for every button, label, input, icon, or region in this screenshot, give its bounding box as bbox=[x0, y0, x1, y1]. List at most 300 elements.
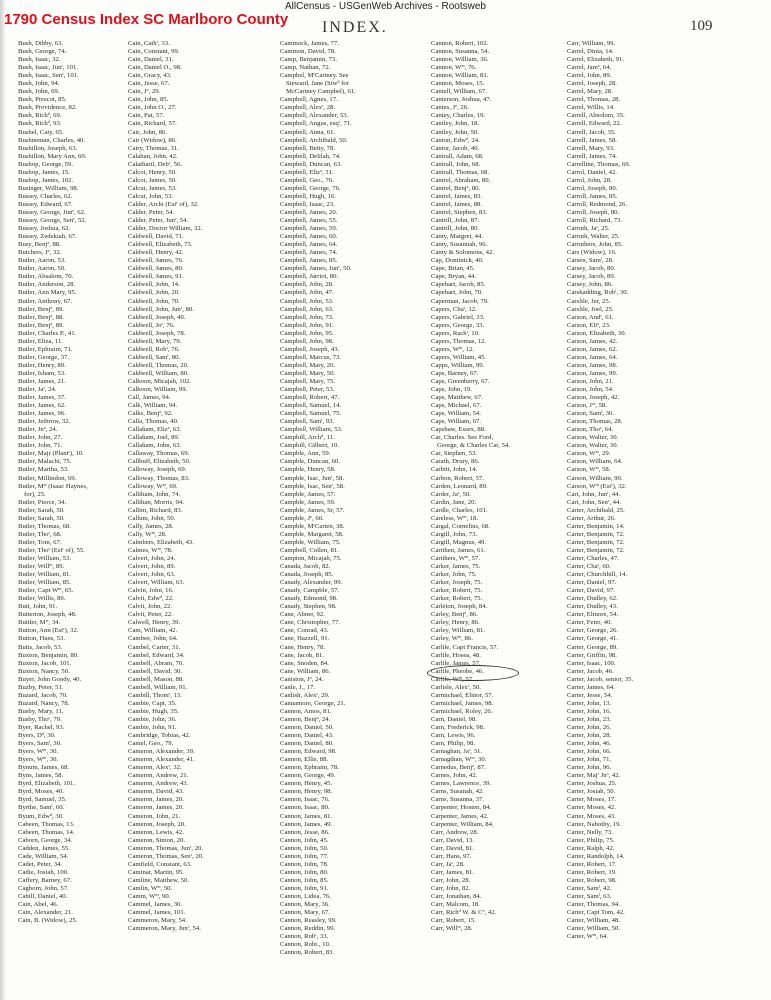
index-entry: Carr, Jaˢ, 28. bbox=[431, 860, 465, 868]
index-entry: Busby, Thoˢ, 79. bbox=[18, 715, 62, 723]
index-entry: Carley, Henry, 86. bbox=[431, 619, 480, 627]
index-entry: Capers, Chaˢ, 12. bbox=[431, 305, 477, 313]
index-entry: Carithen, James, 61. bbox=[431, 546, 486, 554]
index-entry: Cameron, Alexʳ, 32. bbox=[128, 764, 182, 772]
index-entry: Carter, John, 66. bbox=[567, 748, 612, 756]
index-entry: Bushillon, Joseph, 63. bbox=[18, 144, 78, 152]
index-entry: Bynum, James, 68. bbox=[18, 764, 70, 772]
index-entry: Buzby, Peter, 51. bbox=[18, 683, 64, 691]
index-entry: Carroll, Redmond, 26. bbox=[567, 200, 627, 208]
index-entry: Cantrel, James, 83. bbox=[431, 192, 483, 200]
index-entry: Carroll, James, 85. bbox=[567, 192, 618, 200]
index-entry: Cart, John, Senʳ, 44. bbox=[567, 498, 622, 506]
index-entry: Cannon, John, 85. bbox=[280, 876, 329, 884]
index-entry: Button, Hans, 53. bbox=[18, 635, 65, 643]
index-entry: Buxton, Nancy, 50. bbox=[18, 667, 70, 675]
index-entry: Cammeron, Mary, 54. bbox=[128, 917, 187, 925]
index-entry: Cameron, Simon, 20. bbox=[128, 836, 186, 844]
index-entry: Campbell, James, 59. bbox=[280, 225, 338, 233]
index-entry: Campbell, Isaac, 23. bbox=[280, 200, 335, 208]
index-entry: Carker, Joseph, 75. bbox=[431, 579, 483, 587]
index-entry: Cain, Alexander, 21. bbox=[18, 909, 73, 917]
index-entry: Caldwell, John, 70. bbox=[128, 297, 180, 305]
index-entry: Butler, Absalom, 70. bbox=[18, 273, 74, 281]
index-entry: Campbell, Robert, 47. bbox=[280, 394, 340, 402]
index-entry: Cambel, Edward, 34. bbox=[128, 651, 185, 659]
index-entry: Carter, Jesse, 54. bbox=[567, 691, 613, 699]
index-entry: Cain, Jesse, 67. bbox=[128, 80, 170, 88]
index-entry: Cahill, Daniel, 40. bbox=[18, 892, 68, 900]
index-entry: Campbell, Mary, 20. bbox=[280, 361, 336, 369]
index-entry: Bush, John, 94. bbox=[18, 80, 60, 88]
index-entry: Carr, John, 82. bbox=[431, 884, 471, 892]
index-entry: Cannon, Reddin, 99. bbox=[280, 925, 336, 933]
index-entry: Carden, Leonard, 89. bbox=[431, 482, 488, 490]
index-entry: Cannon, Isaac, 80. bbox=[280, 804, 330, 812]
index-entry: Carpenter, Hosten, 84. bbox=[431, 804, 492, 812]
index-entry: Car, Stephen, 53. bbox=[431, 450, 477, 458]
index-entry: Carrell, Mary, 93. bbox=[567, 144, 615, 152]
page-title: 1790 Census Index SC Marlboro County bbox=[4, 11, 289, 28]
index-entry: Butler, Sarah, 50. bbox=[18, 506, 65, 514]
index-entry: Butler, Sarah, 50. bbox=[18, 514, 65, 522]
index-entry: Campble, Henry, 58. bbox=[280, 466, 336, 474]
index-entry: Butler, Mˢˢ (Isaac Haynes, bbox=[18, 482, 88, 490]
index-entry: Cameron, Alexander, 39. bbox=[128, 748, 195, 756]
index-entry: Bush, Providence, 82. bbox=[18, 104, 77, 112]
index-entry: Canady, Stephen, 98. bbox=[280, 603, 337, 611]
index-entry: Caps, Greenberry, 67. bbox=[431, 377, 490, 385]
index-entry: Campbell, John, 98. bbox=[280, 337, 334, 345]
index-entry: Calloway, Wᵐ, 69. bbox=[128, 482, 178, 490]
index-entry: Cambell, Mason, 88. bbox=[128, 675, 184, 683]
index-entry: Cape, Brian, 45. bbox=[431, 265, 475, 273]
index-entry: Cannon, James, 81. bbox=[280, 812, 333, 820]
index-entry: Cain, Richard, 57. bbox=[128, 120, 177, 128]
index-entry: Cane, Hazzell, 91. bbox=[280, 635, 330, 643]
index-entry: Carter, Dudley, 62. bbox=[567, 595, 618, 603]
index-entry: Calhoon, Micajah, 102. bbox=[128, 377, 191, 385]
index-entry: Cannon, Moses, 15. bbox=[431, 80, 485, 88]
index-column-5 bbox=[567, 40, 671, 995]
index-entry: Camline, Matthew, 50. bbox=[128, 876, 190, 884]
index-entry: Campble, James, 57. bbox=[280, 490, 336, 498]
index-entry: Cammon, David, 78. bbox=[280, 48, 336, 56]
index-entry: Carns, Susanna, 37. bbox=[431, 796, 484, 804]
index-entry: Campbell, Agnes, 17. bbox=[280, 96, 338, 104]
index-entry: Cart, John, Junʳ, 44. bbox=[567, 490, 621, 498]
index-entry: Butt, John, 91. bbox=[18, 603, 58, 611]
index-entry: Carter, Jacob, senior, 35. bbox=[567, 675, 634, 683]
index-entry: Calatharil, Debʳ, 56. bbox=[128, 160, 183, 168]
index-entry: Callbuff, Elizabeth, 50. bbox=[128, 458, 191, 466]
index-entry: Cannon, Robt., 10. bbox=[280, 941, 331, 949]
index-entry: Canady, Alexander, 99. bbox=[280, 579, 343, 587]
index-entry: Carr, David, 81. bbox=[431, 844, 475, 852]
index-entry: Carter, Benjamin, 72. bbox=[567, 546, 625, 554]
index-entry: Bush, Dibby, 63. bbox=[18, 40, 64, 47]
index-entry: Cain, John O., 27. bbox=[128, 104, 177, 112]
index-entry: Callaway, Thomas, 69. bbox=[128, 450, 190, 458]
index-entry: Carson, James, 98. bbox=[567, 361, 618, 369]
index-entry: Carnaghan, Jaˢ, 31. bbox=[431, 748, 483, 756]
index-entry: Butler, John, 27. bbox=[18, 434, 63, 442]
index-entry: Canterson, Joshua, 47. bbox=[431, 96, 492, 104]
index-entry: Cannon, Robᵗ, 33. bbox=[280, 933, 329, 941]
index-entry: Campble, MʳCarten, 38. bbox=[280, 522, 345, 530]
index-entry: Caffery, Barney, 67. bbox=[18, 876, 72, 884]
index-entry: Calvit, Peter, 22. bbox=[128, 611, 173, 619]
index-entry: Cameron, James, 20. bbox=[128, 804, 184, 812]
index-entry: Butler, Willᵐ, 89. bbox=[18, 563, 65, 571]
index-entry: Caldwell, Samˡ, 80. bbox=[128, 353, 181, 361]
index-entry: Bushop, George, 59. bbox=[18, 160, 74, 168]
index-entry: Caminar, Martin, 95. bbox=[128, 868, 185, 876]
index-entry: Carsen, Samˡ, 28. bbox=[567, 257, 614, 265]
index-entry: Carter, Ralph, 42. bbox=[567, 844, 615, 852]
index-entry: Butler, Jaˢ, 24. bbox=[18, 386, 57, 394]
index-entry: Busby, Mary, 11. bbox=[18, 707, 64, 715]
index-entry: Butler, Malachi, 75. bbox=[18, 458, 72, 466]
index-entry: Cannon, Reasley, 99. bbox=[280, 917, 337, 925]
index-entry: Cadie, Josiah, 100. bbox=[18, 868, 69, 876]
index-entry: Carslile, Jer, 25. bbox=[567, 297, 611, 305]
index-entry: Buzard, Jacob, 70. bbox=[18, 691, 68, 699]
index-entry: Butler, Majr (Plantʳ), 10. bbox=[18, 450, 84, 458]
index-entry: Carter, Nelly, 73. bbox=[567, 828, 613, 836]
index-entry: Carrell, James, 58. bbox=[567, 136, 617, 144]
index-entry: Carter, John, 23. bbox=[567, 715, 612, 723]
index-entry: Camfield, Constant, 63. bbox=[128, 860, 192, 868]
index-entry: Carr, Hans, 97. bbox=[431, 852, 472, 860]
index-entry: Carrel, Mary, 28. bbox=[567, 88, 613, 96]
index-entry: Campbell, Geo., 76. bbox=[280, 176, 334, 184]
index-entry: Butler, George, 37. bbox=[18, 353, 70, 361]
index-entry: Caldwell, William, 80. bbox=[128, 369, 189, 377]
index-entry: Cannon, Henry, 45. bbox=[280, 780, 333, 788]
index-entry: Steward, Jane (Stwᵈ for bbox=[286, 80, 349, 88]
index-entry: Campbell, Hugh, 16. bbox=[280, 192, 336, 200]
index-entry: Bussey, Zedekiah, 67. bbox=[18, 233, 77, 241]
index-entry: Carter, George, 41. bbox=[567, 635, 619, 643]
index-entry: Calcot, James, 50. bbox=[128, 176, 177, 184]
index-entry: Cannon, Jesse, 86. bbox=[280, 828, 330, 836]
index-entry: Campbell, Samuel, 14. bbox=[280, 402, 342, 410]
index-entry: Calloway, Joseph, 69. bbox=[128, 466, 187, 474]
index-entry: Carleton, Joseph, 84. bbox=[431, 603, 488, 611]
index-entry: Campbell, Archibald, 50. bbox=[280, 136, 348, 144]
index-entry: Cantrall, Thomas, 68. bbox=[431, 168, 490, 176]
index-entry: Cadden, James, 55. bbox=[18, 844, 70, 852]
index-entry: Carter, Charles, 47. bbox=[567, 555, 619, 562]
index-column-4 bbox=[431, 40, 535, 995]
index-entry: Butler, Aaron, 50. bbox=[18, 265, 66, 273]
index-entry: Butler, Benjᵃ, 89. bbox=[18, 321, 64, 329]
index-entry: Carter, William, 50. bbox=[567, 925, 621, 933]
index-entry: Calvit, Edwᵈ, 22. bbox=[128, 595, 174, 603]
index-entry: Caldwell, David, 71. bbox=[128, 233, 184, 241]
index-entry: Bushel, Caty, 65. bbox=[18, 128, 64, 136]
index-entry: Capers, Rachᵗ, 10. bbox=[431, 329, 480, 337]
index-entry: Carsey, Jacob, 89. bbox=[567, 273, 616, 281]
index-entry: Camm, Wᵐ, 90. bbox=[128, 892, 171, 900]
index-entry: Carter, John, 26. bbox=[567, 723, 612, 731]
index-entry: Calwell, Henry, 39. bbox=[128, 619, 181, 627]
index-entry: Bussey, Charles, 62. bbox=[18, 192, 73, 200]
index-entry: Byers, Samˡ, 30. bbox=[18, 740, 62, 748]
index-entry: Cape, Bryan, 44. bbox=[431, 273, 477, 281]
index-entry: Carrol, Daniel, 42. bbox=[567, 168, 617, 176]
index-entry: Campbell, Peter, 53. bbox=[280, 386, 335, 394]
index-entry: Capehart, John, 70. bbox=[431, 289, 483, 297]
index-entry: Calder, Doctor William, 32. bbox=[128, 225, 203, 233]
index-entry: Caldwell, Elizabeth, 73. bbox=[128, 241, 193, 249]
index-entry: Cannon, Mary, 36. bbox=[280, 901, 330, 909]
index-entry: Caldwell, Joseph, 78. bbox=[128, 329, 186, 337]
index-entry: Butler, Isham, 53. bbox=[18, 369, 66, 377]
index-entry: Calliham, John, 74. bbox=[128, 490, 181, 498]
index-entry: Calcut, John, 53. bbox=[128, 192, 174, 200]
index-entry: Calmbers, Elizabeth, 43. bbox=[128, 538, 194, 546]
index-entry: Campble, William, 75. bbox=[280, 538, 341, 546]
index-entry: Campbell, James, 60. bbox=[280, 233, 338, 241]
index-entry: Butler, Aaron, 53. bbox=[18, 257, 66, 265]
index-entry: Calvin, John, 16. bbox=[128, 587, 174, 595]
index-entry: Cair, John, 86. bbox=[128, 128, 167, 136]
scan-edge-shadow bbox=[0, 0, 6, 1000]
index-entry: Carter, Arthur, 26. bbox=[567, 514, 616, 522]
index-entry: Butler, Henry, 80. bbox=[18, 361, 66, 369]
index-entry: Cargill, John, 73. bbox=[431, 530, 478, 538]
index-entry: Butts, Jacob, 53. bbox=[18, 643, 63, 651]
index-entry: Cameron, Alexander, 41. bbox=[128, 756, 195, 764]
index-entry: Campbell, John, 53. bbox=[280, 297, 334, 305]
index-entry: Cane, Henry, 78. bbox=[280, 643, 326, 651]
index-entry: Cain, Daniel, 31. bbox=[128, 56, 174, 64]
index-entry: Bussey, Edward, 67. bbox=[18, 200, 73, 208]
index-entry: Cannon, George, 49. bbox=[280, 772, 336, 780]
index-entry: Carson, Eliᵃ, 23. bbox=[567, 321, 611, 329]
index-entry: Caborn, George, 34. bbox=[18, 836, 73, 844]
index-entry: Caps, Matthew, 67. bbox=[431, 394, 483, 402]
index-entry: Campbell, Joseph, 43. bbox=[280, 345, 340, 353]
index-entry: Carter, Josiah, 50. bbox=[567, 788, 616, 796]
index-entry: Butterton, Joseph, 48. bbox=[18, 611, 77, 619]
index-entry: Carrell, Edward, 22. bbox=[567, 120, 622, 128]
index-entry: Cannon, John, 91. bbox=[280, 884, 329, 892]
index-entry: Capers, Gabriel, 33. bbox=[431, 313, 485, 321]
index-entry: Button, Ann (Estʳ), 32. bbox=[18, 627, 79, 635]
index-entry: Butler, James, 21. bbox=[18, 377, 66, 385]
index-entry: Caniston, Jᵒ, 24. bbox=[280, 675, 324, 683]
index-entry: Bushop, James, 15. bbox=[18, 168, 70, 176]
index-entry: Carnedus, Benjᵃ, 87. bbox=[431, 764, 486, 772]
index-entry: Carson, Thomas, 28. bbox=[567, 418, 623, 426]
index-entry: Carter, Churchhill, 14. bbox=[567, 571, 628, 579]
index-entry: Calder, Archi (Estʳ of), 32. bbox=[128, 200, 199, 208]
index-entry: Cargal, Cornelius, 68. bbox=[431, 522, 490, 530]
index-entry: Cambridge, Tobias, 42. bbox=[128, 732, 191, 740]
index-entry: Bush, Richᵈ, 69. bbox=[18, 112, 62, 120]
index-entry: Carroll, Richard, 73. bbox=[567, 217, 623, 225]
index-entry: Carter, Nabothy, 19. bbox=[567, 820, 622, 828]
index-entry: Caldwell, Robᵗ, 76. bbox=[128, 345, 180, 353]
index-entry: Cannon, James, 49. bbox=[280, 820, 333, 828]
index-entry: Calder, Peter, Junʳ, 54. bbox=[128, 217, 189, 225]
index-entry: Cane, Jacob, 81. bbox=[280, 651, 325, 659]
index-entry: Carroll, Joseph, 80. bbox=[567, 208, 620, 216]
index-entry: Carker, James, 75. bbox=[431, 563, 481, 571]
index-entry: Calloway, Thomas, 83. bbox=[128, 474, 190, 482]
index-entry: Calmes, Wᵐ, 78. bbox=[128, 546, 173, 554]
index-entry: Carson, Joseph, 42. bbox=[567, 394, 620, 402]
index-entry: Caps, William, 54. bbox=[431, 410, 481, 418]
index-entry: Carrel, Jamᵉ, 64. bbox=[567, 64, 612, 72]
page-number: 109 bbox=[690, 18, 713, 34]
index-entry: Carley, Wᵐ, 86. bbox=[431, 635, 473, 643]
index-entry: Carsey, John, 86. bbox=[567, 281, 613, 289]
index-entry: Butler, John, 71. bbox=[18, 442, 63, 450]
index-entry: Carter, Benjamin, 72. bbox=[567, 530, 625, 538]
index-entry: Carrel, Joseph, 28. bbox=[567, 80, 617, 88]
index-entry: Cambie, Hugh, 35. bbox=[128, 707, 179, 715]
index-entry: Campbell, Mary, 75. bbox=[280, 377, 336, 385]
index-entry: Cannamore, George, 21. bbox=[280, 699, 346, 707]
index-entry: Bush, Richᵈ, 93. bbox=[18, 120, 62, 128]
index-entry: Campbell, John, 47. bbox=[280, 289, 334, 297]
index-entry: Campbill, Gilbert, 10. bbox=[280, 442, 339, 450]
index-column-3 bbox=[280, 40, 384, 995]
index-entry: Callum, John, 50. bbox=[128, 514, 176, 522]
index-entry: Carson, Wᵐ, 58. bbox=[567, 466, 611, 474]
index-entry: Buxton, Jacob, 101. bbox=[18, 659, 72, 667]
index-entry: Bussey, George, Junʳ, 62. bbox=[18, 208, 86, 216]
index-entry: Campble, James, 59. bbox=[280, 498, 336, 506]
index-entry: Byum, Edwᵈ, 30. bbox=[18, 812, 64, 820]
index-entry: Callim, Richard, 83. bbox=[128, 506, 183, 514]
index-entry: Carter, George, 26. bbox=[567, 627, 619, 635]
index-entry: Campbell, Anna, 61. bbox=[280, 128, 336, 136]
index-entry: Capehart, Jacob, 85. bbox=[431, 281, 486, 289]
index-entry: Campbell, John, 95. bbox=[280, 329, 334, 337]
index-column-1 bbox=[18, 40, 122, 995]
index-entry: Byers, Wᵐ, 30. bbox=[18, 748, 59, 756]
index-entry: Carter, Philip, 75. bbox=[567, 836, 615, 844]
index-entry: Carr, Robert, 15. bbox=[431, 917, 476, 925]
index-entry: Cantrill, John, 80. bbox=[431, 225, 480, 233]
index-entry: Carter, Elmore, 54. bbox=[567, 611, 619, 619]
index-entry: Caperman, Jacob, 79. bbox=[431, 297, 489, 305]
index-entry: Cane, William, 86. bbox=[280, 667, 331, 675]
index-entry: Cambie, John, 91. bbox=[128, 723, 177, 731]
index-entry: Callaham, Elizᵃ, 63. bbox=[128, 426, 182, 434]
index-entry: Cadet, Peter, 34. bbox=[18, 860, 63, 868]
index-entry: Carson, Samˡ, 30. bbox=[567, 410, 614, 418]
index-entry: Cammel, James, 30. bbox=[128, 901, 183, 909]
index-entry: Carson, Andʳ, 61. bbox=[567, 313, 614, 321]
index-entry: Campbell, Marcus, 73. bbox=[280, 353, 342, 361]
index-entry: Cameron, David, 43. bbox=[128, 788, 184, 796]
index-entry: Carson, Elizabeth, 30. bbox=[567, 329, 627, 337]
index-entry: Caldwell, John, 20. bbox=[128, 289, 180, 297]
index-entry: Butler, William, 85. bbox=[18, 579, 72, 587]
index-entry: Butler, Willis, 89. bbox=[18, 595, 66, 603]
highlight-circle bbox=[427, 665, 519, 681]
index-entry: Camlin, Wᵐ, 50. bbox=[128, 884, 173, 892]
index-entry: Carter, James, 64. bbox=[567, 683, 615, 691]
index-entry: Cameron, John, 21. bbox=[128, 812, 181, 820]
index-entry: Cannon, Isaac, 76. bbox=[280, 796, 330, 804]
index-entry: Butler, Martha, 53. bbox=[18, 466, 69, 474]
index-entry: Campble, Isac, Senʳ, 58. bbox=[280, 482, 345, 490]
index-entry: Calk, William, 94. bbox=[128, 402, 178, 410]
index-entry: Campbell, James, 55. bbox=[280, 217, 338, 225]
index-entry: Carnagthan, Wᵐ, 30. bbox=[431, 756, 487, 764]
index-entry: Carrel, John, 89. bbox=[567, 72, 612, 80]
index-entry: Canle, J., 17. bbox=[280, 683, 315, 691]
index-entry: Canada, Joseph, 85. bbox=[280, 571, 334, 579]
index-entry: Carson, James, 64. bbox=[567, 353, 618, 361]
index-entry: Butler, Anderson, 28. bbox=[18, 281, 76, 289]
index-entry: Carrell, Absolom, 35. bbox=[567, 112, 625, 120]
index-entry: Camel, Geo., 79. bbox=[128, 740, 174, 748]
index-entry: Campbell, John, 63. bbox=[280, 305, 334, 313]
index-entry: Cambie, Capt, 35. bbox=[128, 699, 177, 707]
index-entry: Butler, Tom, 67. bbox=[18, 538, 62, 546]
index-entry: Butler, Benjᵃ, 88. bbox=[18, 313, 64, 321]
index-entry: Carrol, Joseph, 80. bbox=[567, 184, 618, 192]
index-entry: Cannon, Ellis, 88. bbox=[280, 756, 329, 764]
index-entry: Cammeron, Mary, Junʳ, 54. bbox=[128, 925, 201, 933]
index-entry: Canady, Edmond, 98. bbox=[280, 595, 338, 603]
index-entry: Caldwell, Mary, 79. bbox=[128, 337, 182, 345]
index-entry: Caldwell, John, Junʳ, 80. bbox=[128, 305, 194, 313]
index-entry: Calla, Thomas, 40. bbox=[128, 418, 179, 426]
index-entry: Carson, Wᵐ (Estʳ), 32. bbox=[567, 482, 627, 490]
index-entry: Cane, Abner, 92. bbox=[280, 611, 325, 619]
index-entry: Calvert, John, 63. bbox=[128, 571, 176, 579]
index-entry: Calhoon, William, 99. bbox=[128, 386, 188, 394]
index-entry: Call, James, 94. bbox=[128, 394, 171, 402]
index-entry: Campbill, Archᵈ, 11. bbox=[280, 434, 335, 442]
index-entry: Carter, Moses, 17. bbox=[567, 796, 616, 804]
index-entry: Cannon, John, 77. bbox=[280, 852, 329, 860]
index-entry: Caps, William, 67. bbox=[431, 418, 481, 426]
index-entry: Bush, Prescot, 85. bbox=[18, 96, 67, 104]
index-entry: Cardin, Jane, 20. bbox=[431, 498, 477, 506]
index-entry: Butler, Thomas, 68. bbox=[18, 522, 71, 530]
index-entry: Cambie, John, 36. bbox=[128, 715, 177, 723]
index-entry: Cameron, Joseph, 20. bbox=[128, 820, 186, 828]
index-column-2 bbox=[128, 40, 232, 995]
index-entry: Carr, Jonathan, 84. bbox=[431, 892, 482, 900]
index-entry: Caldwell, Henry, 42. bbox=[128, 249, 184, 257]
index-entry: Carpenter, William, 84. bbox=[431, 820, 494, 828]
index-entry: Buxton, Benjamin, 80. bbox=[18, 651, 79, 659]
index-entry: Carter, Dudley, 43. bbox=[567, 603, 618, 611]
index-entry: Butler, Ann Mary, 95. bbox=[18, 289, 77, 297]
index-entry: Carskadding, Robᵗ, 30. bbox=[567, 289, 629, 297]
index-entry: Byer, Rachel, 93. bbox=[18, 723, 65, 731]
index-entry: Byrd, Samuel, 35. bbox=[18, 796, 67, 804]
index-entry: Cameron, Thomas, Junʳ, 20. bbox=[128, 844, 204, 852]
index-entry: Campble, Duncan, 60. bbox=[280, 458, 340, 466]
index-entry: Campbell, Jarriot, 80. bbox=[280, 273, 339, 281]
index-entry: Cannon, John, 45. bbox=[280, 836, 329, 844]
index-entry: Capers, Wᵐ, 12. bbox=[431, 345, 475, 353]
index-entry: Carter, Jacob, 46. bbox=[567, 667, 614, 675]
index-entry: Cameron, Andrew, 43. bbox=[128, 780, 189, 788]
